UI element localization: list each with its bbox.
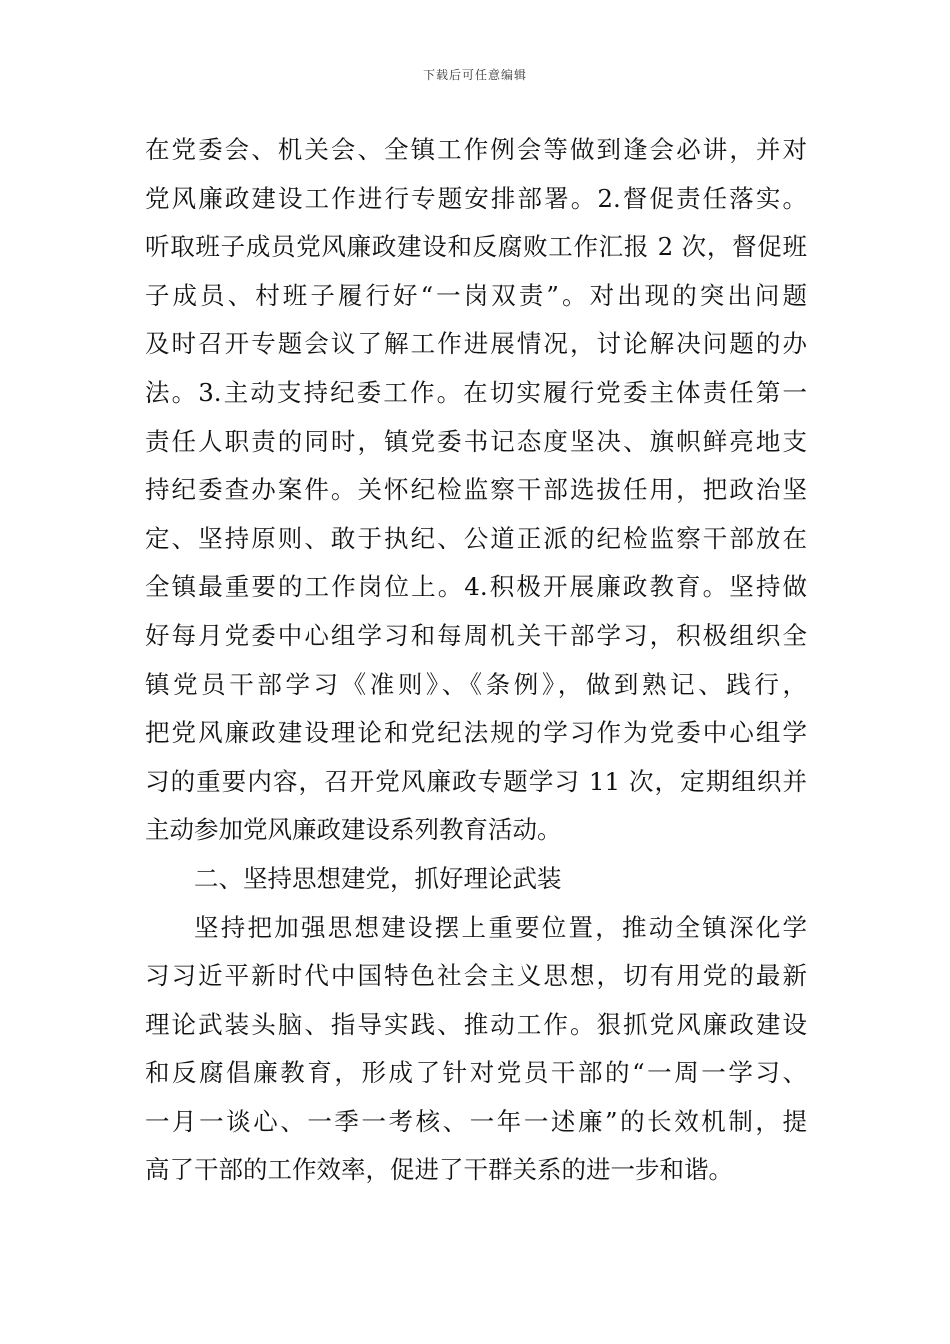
text-line: 主动参加党风廉政建设系列教育活动。 [145, 815, 562, 845]
text-line: 定、坚持原则、敢于执纪、公道正派的纪检监察干部放在 [145, 523, 807, 553]
text-line: 和反腐倡廉教育，形成了针对党员干部的“一周一学习、 [145, 1058, 807, 1088]
text-line: 习的重要内容，召开党风廉政专题学习 11 次，定期组织并 [145, 766, 807, 796]
text-line: 一月一谈心、一季一考核、一年一述廉”的长效机制，提 [145, 1106, 807, 1136]
text-line: 及时召开专题会议了解工作进展情况，讨论解决问题的办 [145, 329, 807, 359]
text-line: 镇党员干部学习《准则》、《条例》，做到熟记、践行， [145, 669, 807, 699]
text-line: 高了干部的工作效率，促进了干群关系的进一步和谐。 [145, 1155, 733, 1185]
text-line: 持纪委查办案件。关怀纪检监察干部选拔任用，把政治坚 [145, 475, 807, 505]
text-line: 全镇最重要的工作岗位上。4.积极开展廉政教育。坚持做 [145, 572, 807, 602]
text-line: 党风廉政建设工作进行专题安排部署。2.督促责任落实。 [145, 183, 807, 213]
text-line: 好每月党委中心组学习和每周机关干部学习，积极组织全 [145, 620, 807, 650]
text-line: 理论武装头脑、指导实践、推动工作。狠抓党风廉政建设 [145, 1009, 807, 1039]
section-heading: 二、坚持思想建党，抓好理论武装 [194, 863, 562, 893]
page-header: 下载后可任意编辑 [422, 68, 527, 82]
document-body [145, 126, 807, 1195]
text-line: 听取班子成员党风廉政建设和反腐败工作汇报 2 次，督促班 [145, 232, 807, 262]
text-line: 法。3.主动支持纪委工作。在切实履行党委主体责任第一 [145, 377, 807, 407]
text-line: 在党委会、机关会、全镇工作例会等做到逢会必讲，并对 [145, 135, 807, 164]
text-line: 责任人职责的同时，镇党委书记态度坚决、旗帜鲜亮地支 [145, 426, 807, 456]
text-line: 坚持把加强思想建设摆上重要位置，推动全镇深化学 [194, 912, 807, 942]
text-line: 把党风廉政建设理论和党纪法规的学习作为党委中心组学 [145, 718, 807, 748]
text-line: 子成员、村班子履行好“一岗双责”。对出现的突出问题 [145, 280, 807, 310]
text-line: 习习近平新时代中国特色社会主义思想，切有用党的最新 [145, 961, 807, 991]
